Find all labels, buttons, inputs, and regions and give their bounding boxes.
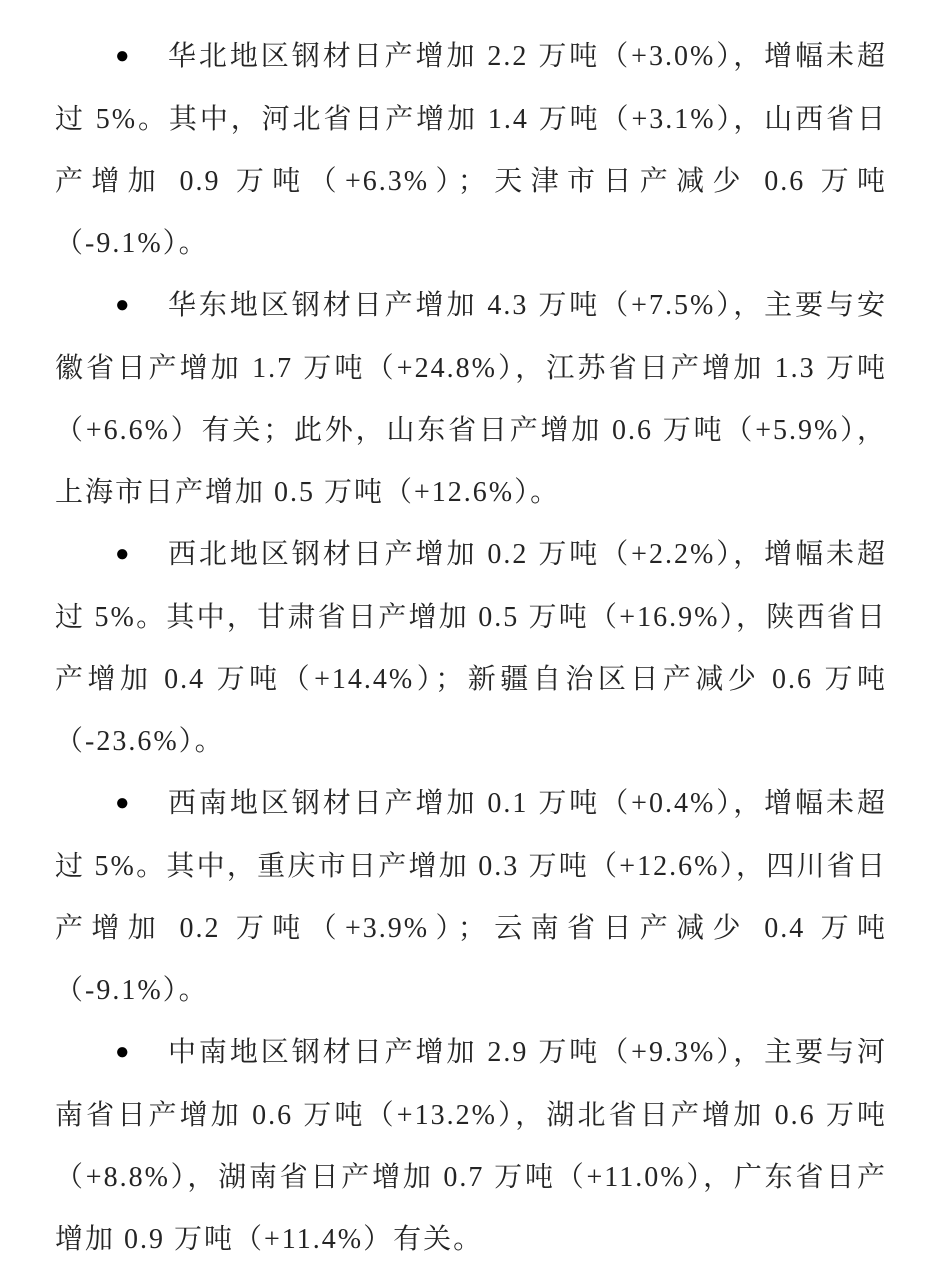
paragraph-zhongnan: [55, 1022, 887, 1271]
paragraph-xinan: [55, 773, 887, 1022]
paragraph-text: 中南地区钢材日产增加 2.9 万吨（+9.3%），主要与河南省日产增加 0.6 万吨（+13.2%），湖北省日产增加 0.6 万吨（+8.8%），湖南省日产增加 0.7 万吨（+11.0%），广东省日产增加 0.9 万吨（+11.4%）有关。: [55, 1037, 887, 1255]
bullet-icon: ●: [115, 1039, 130, 1065]
bullet-icon: ●: [115, 43, 130, 69]
paragraph-text: 华东地区钢材日产增加 4.3 万吨（+7.5%），主要与安徽省日产增加 1.7 万吨（+24.8%），江苏省日产增加 1.3 万吨（+6.6%）有关；此外，山东省日产增加 0.6 万吨（+5.9%），上海市日产增加 0.5 万吨（+12.6%）。: [55, 290, 887, 508]
paragraph-text: 西北地区钢材日产增加 0.2 万吨（+2.2%），增幅未超过 5%。其中，甘肃省日产增加 0.5 万吨（+16.9%），陕西省日产增加 0.4 万吨（+14.4%）；新疆自治区日产减少 0.6 万吨（-23.6%）。: [55, 539, 887, 757]
bullet-icon: ●: [115, 292, 130, 318]
paragraph-text: 西南地区钢材日产增加 0.1 万吨（+0.4%），增幅未超过 5%。其中，重庆市日产增加 0.3 万吨（+12.6%），四川省日产增加 0.2 万吨（+3.9%）；云南省日产减少 0.4 万吨（-9.1%）。: [55, 788, 887, 1006]
paragraph-xibei: [55, 524, 887, 773]
paragraph-text: 华北地区钢材日产增加 2.2 万吨（+3.0%），增幅未超过 5%。其中，河北省日产增加 1.4 万吨（+3.1%），山西省日产增加 0.9 万吨（+6.3%）；天津市日产减少 0.6 万吨（-9.1%）。: [55, 41, 887, 259]
bullet-icon: ●: [115, 790, 130, 816]
bullet-icon: ●: [115, 541, 130, 567]
paragraph-huadong: [55, 275, 887, 524]
paragraph-huabei: [55, 26, 887, 275]
